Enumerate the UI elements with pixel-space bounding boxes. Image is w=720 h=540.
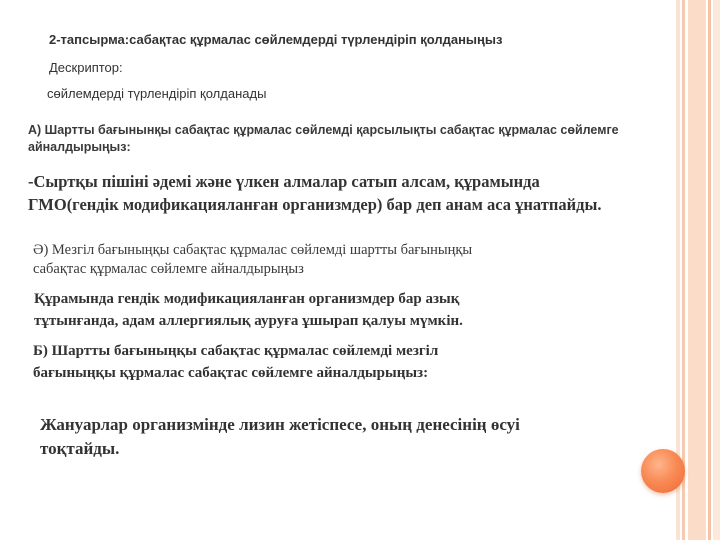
question-ae	[33, 241, 472, 279]
task-title: 2-тапсырма:сабақтас құрмалас сөйлемдерді түрлендіріп қолданыңыз	[49, 32, 503, 47]
answer-a	[28, 170, 601, 216]
answer-b-line1: Жануарлар организмінде лизин жетіспесе, оның денесінің өсуі	[40, 415, 520, 434]
answer-ae	[34, 288, 463, 332]
descriptor-text: сөйлемдерді түрлендіріп қолданады	[47, 86, 267, 101]
question-b-line1: Б) Шартты бағыныңқы сабақтас құрмалас сөйлемді мезгіл	[33, 343, 439, 359]
decorative-stripe	[713, 0, 720, 540]
descriptor-label: Дескриптор:	[49, 60, 123, 75]
answer-ae-line2: тұтынғанда, адам аллергиялық ауруға ұшырап қалуы мүмкін.	[34, 313, 463, 329]
question-b	[33, 340, 438, 384]
question-a-line1: А) Шартты бағынынқы сабақтас құрмалас сөйлемді қарсылықты сабақтас құрмалас сөйлемге	[28, 123, 619, 137]
answer-a-line2: ГМО(гендік модификацияланған организмдер) бар деп анам аса ұнатпайды.	[28, 195, 602, 214]
answer-b	[40, 413, 520, 461]
question-b-line2: бағыныңқы құрмалас сабақтас сөйлемге айналдырыңыз:	[33, 365, 429, 381]
orange-orb-decoration	[641, 449, 685, 493]
question-a	[28, 122, 619, 156]
question-a-line2: айналдырыңыз:	[28, 140, 131, 154]
question-ae-line2: сабақтас құрмалас сөйлемге айналдырыңыз	[33, 261, 304, 277]
answer-a-line1: -Сыртқы пішіні әдемі және үлкен алмалар сатып алсам, құрамында	[28, 172, 540, 191]
question-ae-line1: Ә) Мезгіл бағыныңқы сабақтас құрмалас сөйлемді шартты бағыныңқы	[33, 242, 473, 258]
decorative-stripe	[688, 0, 706, 540]
answer-ae-line1: Құрамында гендік модификацияланған организмдер бар азық	[34, 291, 460, 307]
answer-b-line2: тоқтайды.	[40, 439, 120, 458]
decorative-stripe	[708, 0, 711, 540]
decorative-stripe	[682, 0, 685, 540]
